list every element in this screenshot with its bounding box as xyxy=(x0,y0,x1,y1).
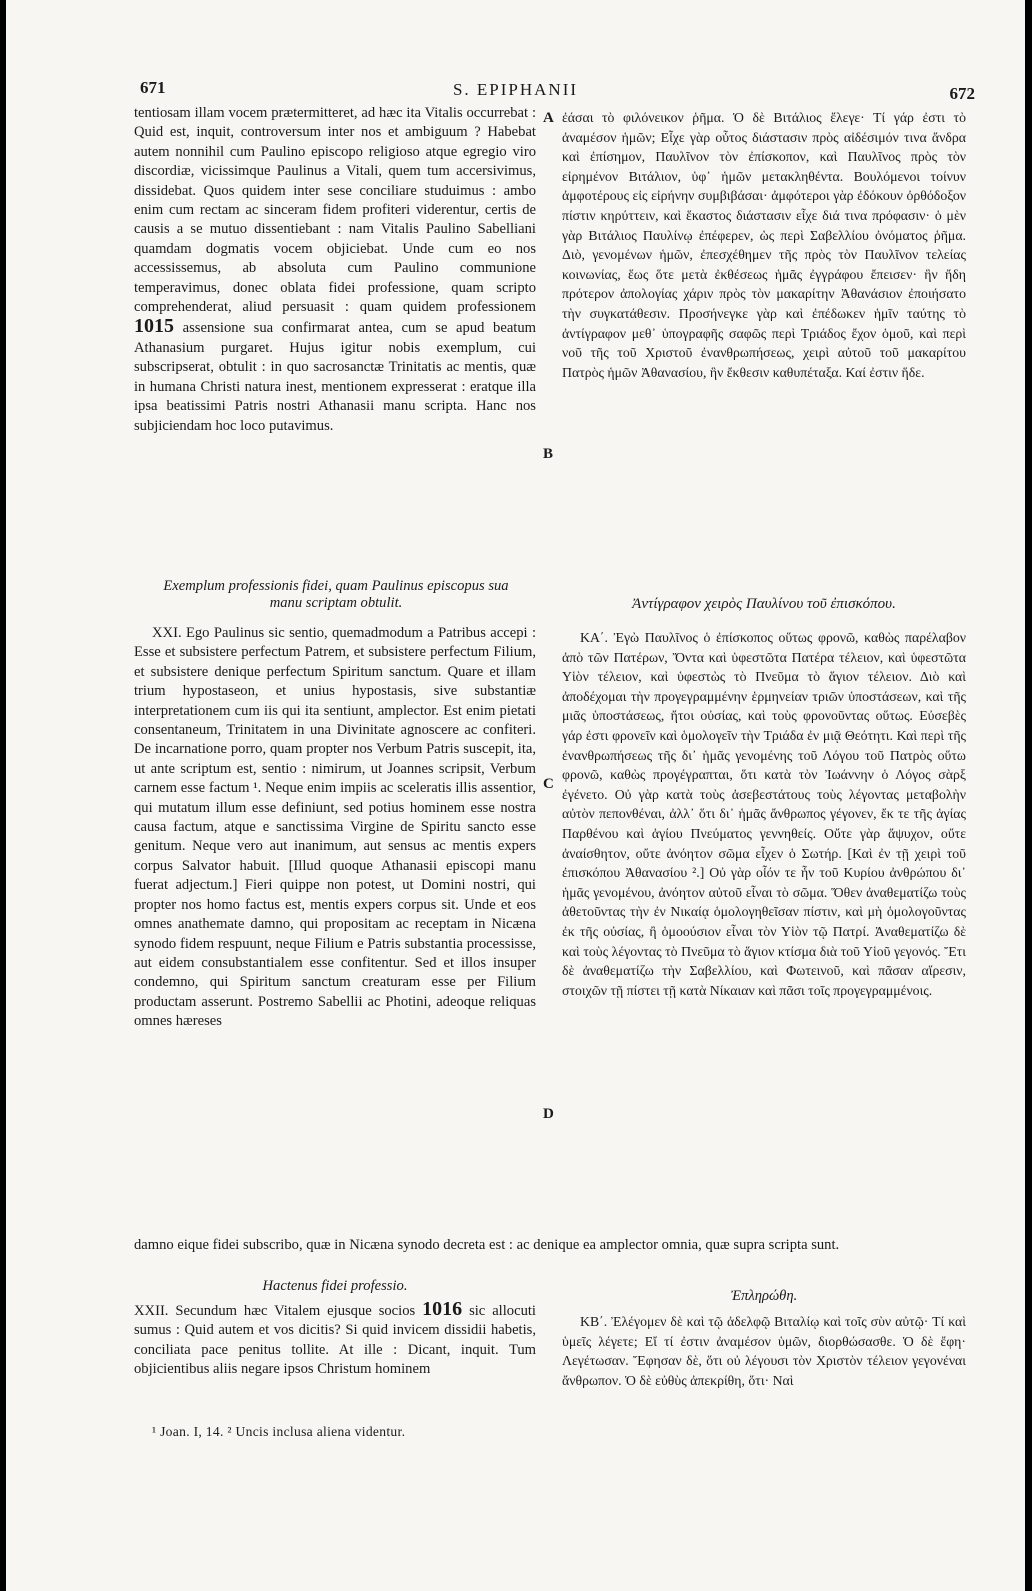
right-page-number: 672 xyxy=(949,84,975,103)
greek-paragraph-1: ἐάσαι τὸ φιλόνεικον ῥῆμα. Ὁ δὲ Βιτάλιος ἔλεγε· Τί γάρ ἐστι τὸ ἀναμέσον ἡμῶν; Εἶχε γὰρ οὗτος διάστασιν πρὸς αἰδέσιμόν τινα ἄνδρα καὶ ἐπίσημον, Παυλῖνον τὸν ἐπίσκοπον, καὶ Παυλῖνος πρὸς τὸν εἰρημένον Βιτάλιον, ὑφ᾽ ἡμῶν μετακληθέντα. Βουλόμενοι τοίνυν ἀμφοτέρους εἰς εἰρήνην συμβιβάσαι· ἀμφότεροι γὰρ ἐδόκουν ὀρθόδοξον πίστιν κηρύττειν, καὶ ἕκαστος διάστασιν εἶχε διά τινα πρόφασιν· ὁ μὲν γὰρ Βιτάλιος Παυλίνῳ ἐπέφερεν, ὡς περὶ Σαβελλίου ὀνόματος ῥῆμα. Διὸ, γενομένων ἡμῶν, ἐπεσχέθημεν τῆς πρὸς τὸν Παυλῖνον τελείας κοινωνίας, ἕως ὅτε μετὰ ἐκθέσεως ἡμᾶς ἐγγράφου ἔπεισεν· ἣν ἤδη πρότερον ἀπολογίας χάριν πρὸς τὸν μακαρίτην Ἀθανάσιον ἐποιήσατο τὴν συγκατάθεσιν. Προσήνεγκε γὰρ καὶ ἐπέδωκεν ἡμῖν ταύτης τὸ ἀντίγραφον μεθ᾽ ὑπογραφῆς σαφῶς περὶ Τριάδος ἔχον ὁμοῦ, καὶ περὶ νοῦ τῆς τοῦ Χριστοῦ ἐνανθρωπήσεως, χειρὶ αὐτοῦ τοῦ μακαρίτου Πατρὸς ἡμῶν Ἀθανασίου, ἣν ἔκθεσιν καθυπέταξα. Καί ἐστιν ἥδε. xyxy=(562,110,966,380)
latin-text: XXII. Secundum hæc Vitalem ejusque socios xyxy=(134,1303,416,1319)
column-number-1016: 1016 xyxy=(422,1300,463,1320)
latin-continuation-line: damno eique fidei subscribo, quæ in Nicæna synodo decreta est : ac denique ea amplector omnia, quæ supra scripta sunt. xyxy=(134,1237,840,1253)
greek-heading-2: Ἐπληρώθη. xyxy=(730,1288,798,1304)
greek-paragraph-3: ΚΒ΄. Ἐλέγομεν δὲ καὶ τῷ ἀδελφῷ Βιταλίῳ καὶ τοῖς σὺν αὐτῷ· Τί καὶ ὑμεῖς λέγετε; Εἴ τί ἐστιν ἀναμέσον ὑμῶν, διορθώσασθε. Ὁ δὲ ἔφη· Λεγέτωσαν. Ἔφησαν δὲ, ὅτι οὐ λέγουσι τὸν Χριστὸν τέλειον γεγονέναι ἄνθρωπον. Ὁ δὲ εὐθὺς ἀπεκρίθη, ὅτι· Ναὶ xyxy=(562,1314,966,1388)
latin-column-block-2 xyxy=(134,624,536,1236)
page xyxy=(6,0,1025,1591)
greek-heading-1: Ἀντίγραφον χειρὸς Παυλίνου τοῦ ἐπισκόπου. xyxy=(632,596,896,612)
margin-marker-b: B xyxy=(543,446,554,462)
column-number-1015: 1015 xyxy=(134,315,174,338)
footnotes: ¹ Joan. I, 14. ² Uncis inclusa aliena videntur. xyxy=(152,1424,406,1439)
latin-column-block-1 xyxy=(134,104,536,577)
margin-marker-d: D xyxy=(543,1106,554,1122)
latin-paragraph-3 xyxy=(134,1300,536,1380)
latin-heading-2: Hactenus fidei professio. xyxy=(262,1278,408,1294)
latin-heading-1: Exemplum professionis fidei, quam Paulinus episcopus sua manu scriptam obtulit. xyxy=(163,578,509,611)
latin-paragraph-1 xyxy=(134,104,536,436)
latin-text: sic allocuti sumus : Quid autem et vos dicitis? Si quid invicem dissidii habetis, conciliata pace penitus tollite. At ille : Dicant, inquit. Tum objicientibus aliis negare ipsos Christum hominem xyxy=(134,1303,536,1378)
latin-text: assensione sua confirmarat antea, cum se apud beatum Athanasium purgaret. Hujus igitur nobis exemplum, cui subscripserat, obtulit : in quo sacrosanctæ Trinitatis ac mentis, quæ in humana Christi natura inest, mentionem expresserat : eratque illa ipsa beatissimi Patris nostri Athanasii manu scripta. Hanc nos subjiciendam hoc loco putavimus. xyxy=(134,320,536,434)
greek-paragraph-2: ΚΑ΄. Ἐγὼ Παυλῖνος ὁ ἐπίσκοπος οὕτως φρονῶ, καθὼς παρέλαβον ἀπὸ τῶν Πατέρων, Ὄντα καὶ ὑφεστῶτα Πατέρα τέλειον, καὶ ὑφεστῶτα Υἱὸν τέλειον, καὶ ὑφεστὼς τὸ Πνεῦμα τὸ ἅγιον τέλειον. Διὸ καὶ ἀποδέχομαι τὴν προγεγραμμένην ἑρμηνείαν τριῶν ὑποστάσεων, καὶ τῆς μιᾶς ὑποστάσεως, ἤτοι οὐσίας, καὶ τοὺς φρονοῦντας οὕτως. Εὐσεβὲς γάρ ἐστι φρονεῖν καὶ ὁμολογεῖν τὴν Τριάδα ἐν μιᾷ Θεότητι. Καὶ περὶ τῆς ἐνανθρωπήσεως τῆς δι᾽ ἡμᾶς γενομένης τοῦ Λόγου τοῦ Πατρὸς οὕτω φρονῶ, καθὼς προγέγραπται, ὅτι κατὰ τὸν Ἰωάννην ὁ Λόγος σὰρξ ἐγένετο. Οὐ γὰρ κατὰ τοὺς ἀσεβεστάτους τοὺς λέγοντας μεταβολὴν αὐτὸν πεπονθέναι, ἀλλ᾽ ὅτι δι᾽ ἡμᾶς ἄνθρωπος γέγονεν, ἔκ τε τῆς ἁγίας Παρθένου καὶ ἁγίου Πνεύματος γεννηθείς. Οὔτε γὰρ ἄψυχον, οὔτε ἀναίσθητον, οὔτε ἀνόητον σῶμα εἶχεν ὁ Σωτήρ. [Καὶ ἐν τῇ χειρὶ τοῦ ἐπισκόπου Ἀθανασίου ².] Οὐ γὰρ οἷόν τε ἦν τοῦ Κυρίου ἀνθρώπου δι᾽ ἡμᾶς γενομένου, ἀνόητον αὐτοῦ εἶναι τὸ σῶμα. Ὅθεν ἀναθεματίζω τοὺς ἀθετοῦντας τὴν ἐν Νικαίᾳ ὁμολογηθεῖσαν πίστιν, καὶ μὴ ὁμολογοῦντας ἐκ τῆς οὐσίας, ἢ ὁμοούσιον εἶναι τὸν Υἱὸν τῷ Πατρί. Ἀναθεματίζω δὲ καὶ τοὺς λέγοντας τὸ Πνεῦμα τὸ ἅγιον κτίσμα διὰ τοῦ Υἱοῦ γεγονός. Ἔτι δὲ ἀναθεματίζω τὴν Σαβελλίου, καὶ Φωτεινοῦ, καὶ πᾶσαν αἵρεσιν, στοιχῶν τῇ πίστει τῇ κατὰ Νίκαιαν καὶ πᾶσι τοῖς προγεγραμμένοις. xyxy=(562,630,966,998)
latin-paragraph-2: XXI. Ego Paulinus sic sentio, quemadmodum a Patribus accepi : Esse et subsistere perfectum Patrem, et subsistere perfectum Filium, et subsistere denique perfectum Spiritum sanctum. Quare et illam trium hypostaseon, et unius hypostasis, sive substantiæ interpretationem cum iis qui ita sentiunt, amplector. Est enim pietati consentaneum, Trinitatem in una Divinitate agnoscere ac confiteri. De incarnatione porro, quam propter nos Verbum Patris suscepit, ita, ut ante scriptum est, sentio : nimirum, ut Joannes scripsit, Verbum carnem esse factum ¹. Neque enim impiis ac sceleratis illis assentior, qui mutatum illum esse definiunt, sed potius hominem esse nostra causa factum, atque e sanctissima Virgine de Spiritu sancto esse genitum. Neque vero aut inanimum, aut sensus ac mentis expers corpus Salvator habuit. [Illud quoque Athanasii episcopi manu fuerat adjectum.] Fieri quippe non potest, ut Domini nostri, qui propter nos homo factus est, mentis expers corpus sit. Unde et eos omnes anathemate damno, qui propositam ac receptam in Nicæna synodo fidem respuunt, neque Filium e Patris substantia processisse, aut eidem consubstantialem esse confitentur. Sed et illos insuper condemno, qui Spiritum sanctum creaturam esse per Filium productam asserunt. Postremo Sabellii ac Photini, adeoque reliquas omnes hæreses xyxy=(134,625,536,1030)
greek-column-block-3 xyxy=(562,1312,966,1432)
greek-column-block-1 xyxy=(562,108,966,542)
page-header xyxy=(6,78,1025,102)
greek-column-block-2 xyxy=(562,628,966,1232)
left-page-number: 671 xyxy=(140,78,166,97)
latin-column-block-3 xyxy=(134,1300,536,1416)
margin-marker-a: A xyxy=(543,110,554,126)
running-title: S. EPIPHANII xyxy=(452,80,579,99)
latin-text: tentiosam illam vocem prætermitteret, ad hæc ita Vitalis occurrebat : Quid est, inquit, controversum inter nos et ambiguum ? Habebat autem nonnihil cum Paulino episcopo religioso atque egregio viro discordiæ, vicissimque Paulinus a Vitali, quem tum accersivimus, dissidebat. Quos quidem inter sese conciliare studuimus : ambo enim cum rectam ac sinceram fidem profiteri viderentur, certis de causis a se mutuo dissentiebant : nam Vitalis Paulino Sabelliani quamdam dogmatis vocem objiciebat. Unde cum eo nos accessissemus, ab absoluta cum Paulino communione temperavimus, donec oblata fidei professione, quam scripto comprehenderat, aliud persuasit : quam quidem professionem xyxy=(134,105,536,316)
margin-marker-c: C xyxy=(543,776,554,792)
